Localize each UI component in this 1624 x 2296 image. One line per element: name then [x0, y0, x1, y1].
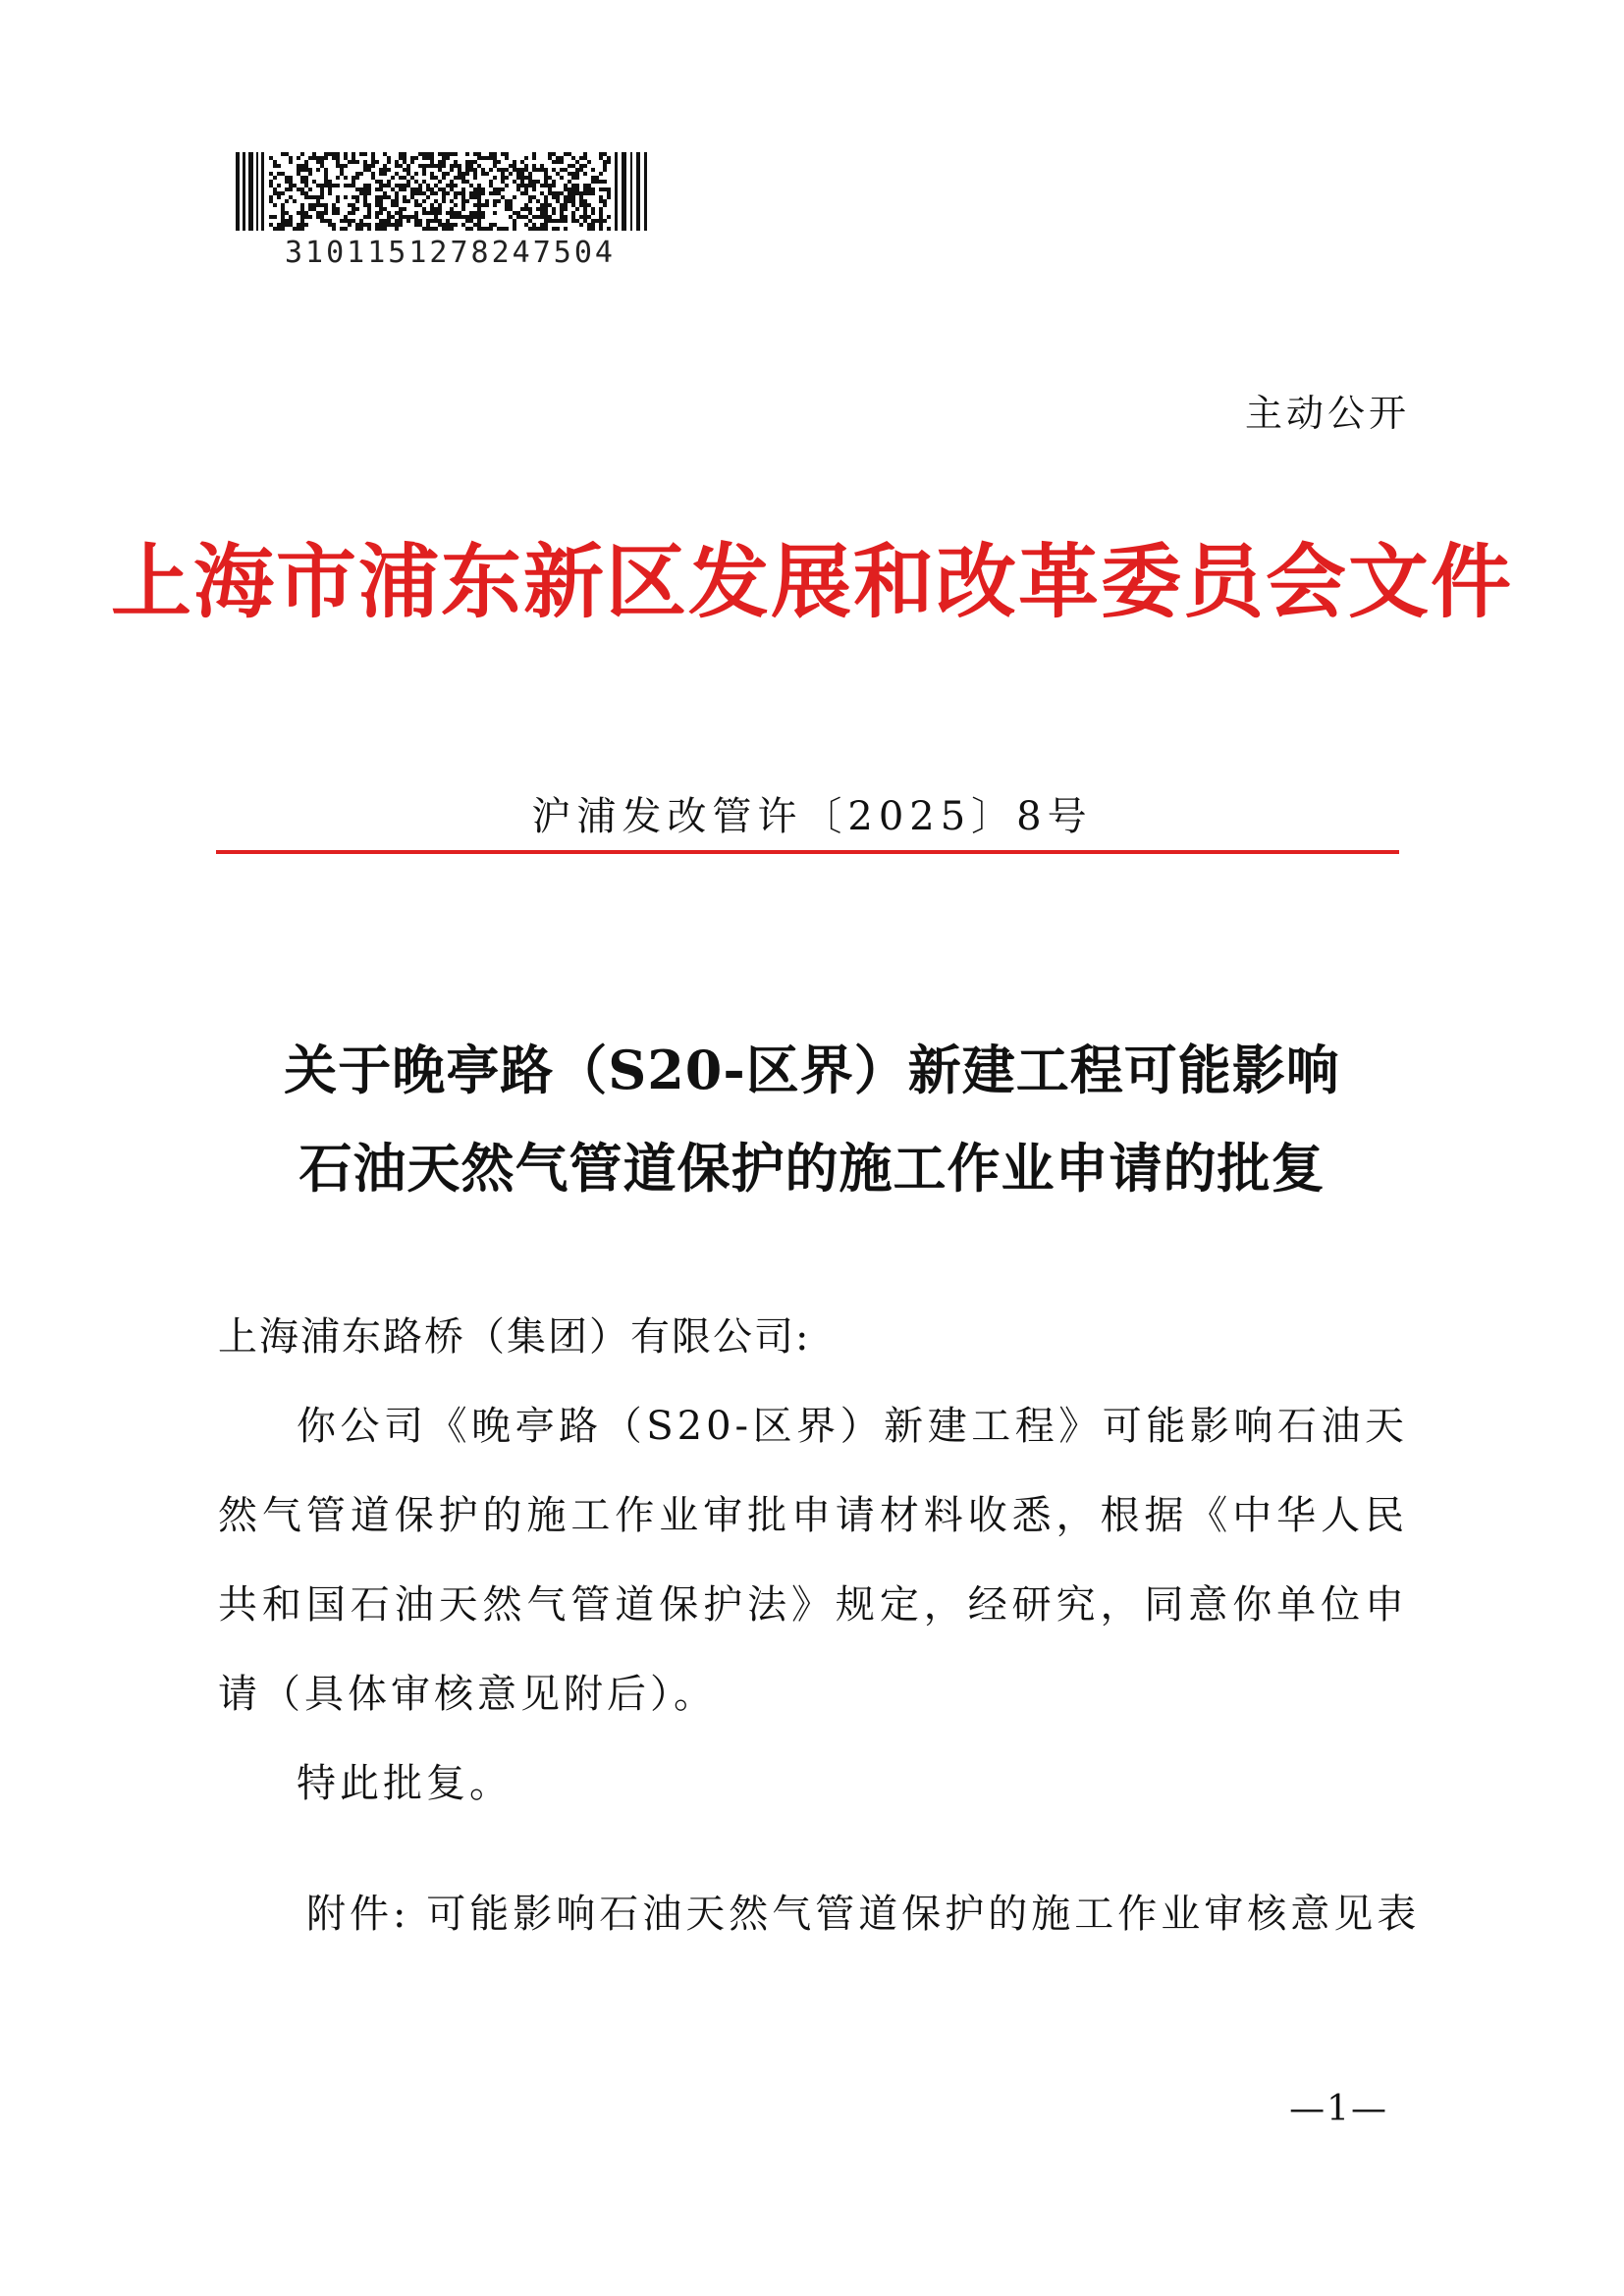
barcode: [236, 152, 648, 231]
attachment-note: 附件: 可能影响石油天然气管道保护的施工作业审核意见表: [306, 1892, 1421, 1937]
body-paragraph: 你公司《晚亭路（S20-区界）新建工程》可能影响石油天然气管道保护的施工作业审批申请材料收悉，根据《中华人民共和国石油天然气管道保护法》规定，经研究，同意你单位申请（具体审核意见附后）。: [218, 1404, 1408, 1717]
body-text: [218, 1382, 1408, 1829]
closing-paragraph: 特此批复。: [297, 1761, 513, 1806]
barcode-graphic: [236, 152, 648, 231]
document-title: [0, 1021, 1624, 1217]
disclosure-label: 主动公开: [1244, 392, 1410, 435]
red-divider: [216, 850, 1399, 854]
document-title-line-1: 关于晚亭路（S20-区界）新建工程可能影响: [284, 1039, 1340, 1101]
issuer-title: 上海市浦东新区发展和改革委员会文件: [110, 535, 1513, 629]
page-number: —1—: [1289, 2089, 1388, 2129]
recipient: 上海浦东路桥（集团）有限公司:: [218, 1314, 811, 1360]
document-number: 沪浦发改管许〔2025〕8号: [531, 794, 1093, 839]
barcode-number: 3101151278247504: [285, 236, 616, 270]
document-title-line-2: 石油天然气管道保护的施工作业申请的批复: [298, 1137, 1326, 1200]
